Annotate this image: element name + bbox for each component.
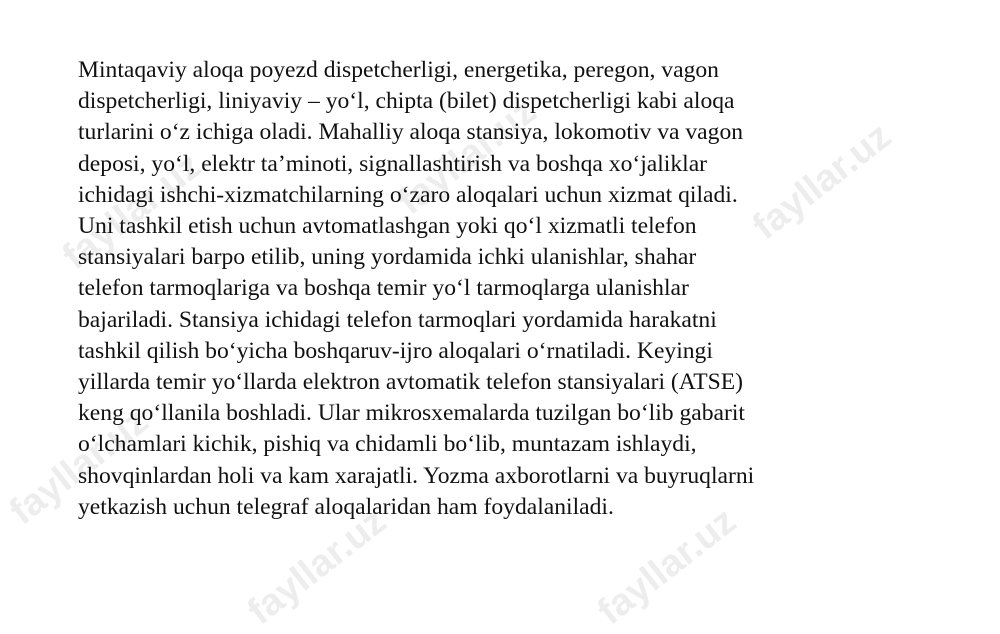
watermark-text: fayllar.uz — [240, 499, 395, 634]
paragraph-line: yillarda temir yo‘llarda elektron avtomatik telefon stansiyalari (ATSE) — [78, 369, 743, 396]
body-paragraph — [78, 55, 938, 523]
paragraph-line: dispetcherligi, liniyaviy – yo‘l, chipta (bilet) dispetcherligi kabi aloqa — [78, 88, 735, 115]
watermark-text: fayllar.uz — [390, 89, 545, 224]
paragraph-line: telefon tarmoqlariga va boshqa temir yo‘l tarmoqlarga ulanishlar — [78, 275, 689, 302]
paragraph-line: turlarini o‘z ichiga oladi. Mahalliy aloqa stansiya, lokomotiv va vagon — [78, 119, 744, 146]
paragraph-line: deposi, yo‘l, elektr ta’minoti, signallashtirish va boshqa xo‘jaliklar — [78, 150, 708, 177]
paragraph-line: stansiyalari barpo etilib, uning yordamida ichki ulanishlar, shahar — [78, 244, 697, 271]
paragraph-line: Uni tashkil etish uchun avtomatlashgan yoki qo‘l xizmatli telefon — [78, 213, 697, 240]
watermark-text: fayllar.uz — [745, 114, 900, 249]
paragraph-line: tashkil qilish bo‘yicha boshqaruv-ijro aloqalari o‘rnatiladi. Keyingi — [78, 337, 713, 364]
paragraph-line: bajariladi. Stansiya ichidagi telefon tarmoqlari yordamida harakatni — [78, 306, 717, 333]
paragraph-line: shovqinlardan holi va kam xarajatli. Yozma axborotlarni va buyruqlarni — [78, 462, 755, 489]
paragraph-line: ichidagi ishchi-xizmatchilarning o‘zaro aloqalari uchun xizmat qiladi. — [78, 181, 738, 208]
watermark-text: fayllar.uz — [590, 499, 745, 634]
watermark-text: fayllar.uz — [2, 399, 157, 534]
paragraph-line: yetkazish uchun telegraf aloqalaridan ham foydalaniladi. — [78, 493, 614, 520]
paragraph-line: Mintaqaviy aloqa poyezd dispetcherligi, energetika, peregon, vagon — [78, 57, 719, 83]
paragraph-line: keng qo‘llanila boshladi. Ular mikrosxemalarda tuzilgan bo‘lib gabarit — [78, 400, 745, 427]
watermark-text: fayllar.uz — [55, 144, 210, 279]
paragraph-line: o‘lchamlari kichik, pishiq va chidamli bo‘lib, muntazam ishlaydi, — [78, 431, 697, 458]
